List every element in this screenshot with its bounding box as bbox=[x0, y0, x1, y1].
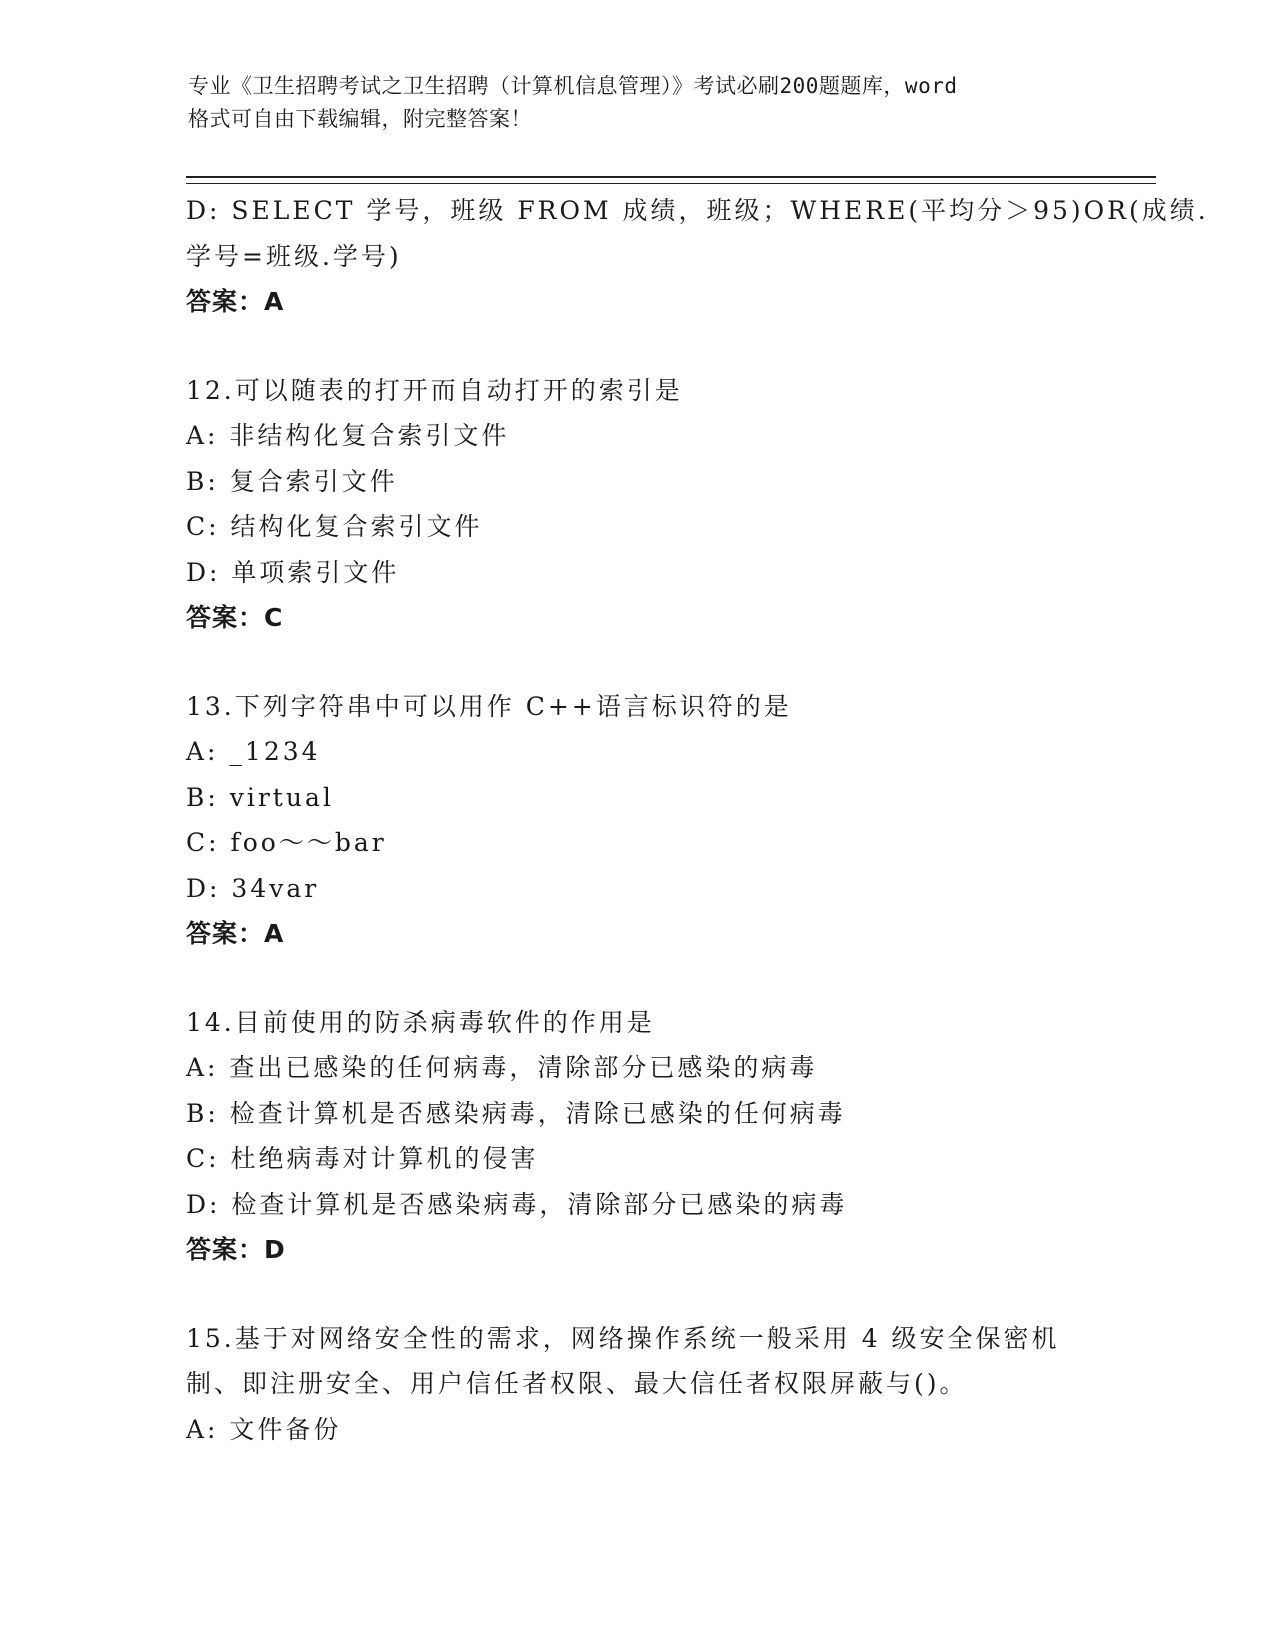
option-c: C: 杜绝病毒对计算机的侵害 bbox=[186, 1144, 539, 1173]
option-a: A: 文件备份 bbox=[186, 1414, 342, 1444]
document-header bbox=[188, 70, 1088, 136]
option-d: D: 检查计算机是否感染病毒，清除部分已感染的病毒 bbox=[186, 1189, 848, 1219]
spacer bbox=[186, 1273, 1086, 1316]
question-stem-continued: 制、即注册安全、用户信任者权限、最大信任者权限屏蔽与()。 bbox=[186, 1369, 968, 1398]
option-d-continued: 学号=班级.学号) bbox=[186, 241, 402, 271]
header-divider bbox=[186, 176, 1156, 184]
question-stem: 12.可以随表的打开而自动打开的索引是 bbox=[186, 375, 683, 405]
answer-line: 答案：D bbox=[186, 1235, 286, 1264]
question-11-carryover bbox=[186, 188, 1209, 325]
header-title-line-2: 格式可自由下载编辑，附完整答案！ bbox=[188, 107, 532, 131]
question-list bbox=[186, 188, 1209, 1452]
option-b: B: 检查计算机是否感染病毒，清除已感染的任何病毒 bbox=[186, 1098, 846, 1128]
question-stem: 15.基于对网络安全性的需求，网络操作系统一般采用 4 级安全保密机 bbox=[186, 1323, 1060, 1353]
option-c: C: foo～～bar bbox=[186, 828, 387, 857]
option-d: D: 34var bbox=[186, 873, 320, 903]
option-a: A: 非结构化复合索引文件 bbox=[186, 421, 510, 450]
question-12 bbox=[186, 368, 1086, 641]
option-a: A: _1234 bbox=[186, 737, 321, 766]
answer-line: 答案：C bbox=[186, 603, 284, 632]
question-13 bbox=[186, 684, 1086, 957]
answer-line: 答案：A bbox=[186, 919, 285, 948]
question-15 bbox=[186, 1316, 1086, 1453]
option-a: A: 查出已感染的任何病毒，清除部分已感染的病毒 bbox=[186, 1053, 818, 1082]
spacer bbox=[186, 957, 1086, 1000]
question-stem: 13.下列字符串中可以用作 C++语言标识符的是 bbox=[186, 691, 792, 721]
spacer bbox=[186, 325, 1086, 368]
option-c: C: 结构化复合索引文件 bbox=[186, 512, 483, 541]
option-d: D: 单项索引文件 bbox=[186, 557, 400, 587]
option-d: D: SELECT 学号，班级 FROM 成绩，班级；WHERE(平均分＞95)OR(成绩. bbox=[186, 196, 1209, 225]
option-b: B: 复合索引文件 bbox=[186, 466, 398, 496]
option-b: B: virtual bbox=[186, 782, 334, 812]
spacer bbox=[186, 641, 1086, 684]
answer-line: 答案：A bbox=[186, 287, 285, 316]
question-stem: 14.目前使用的防杀病毒软件的作用是 bbox=[186, 1007, 655, 1037]
header-title-line-1: 专业《卫生招聘考试之卫生招聘（计算机信息管理）》考试必刷200题题库，word bbox=[188, 74, 958, 98]
question-14 bbox=[186, 1000, 1086, 1273]
